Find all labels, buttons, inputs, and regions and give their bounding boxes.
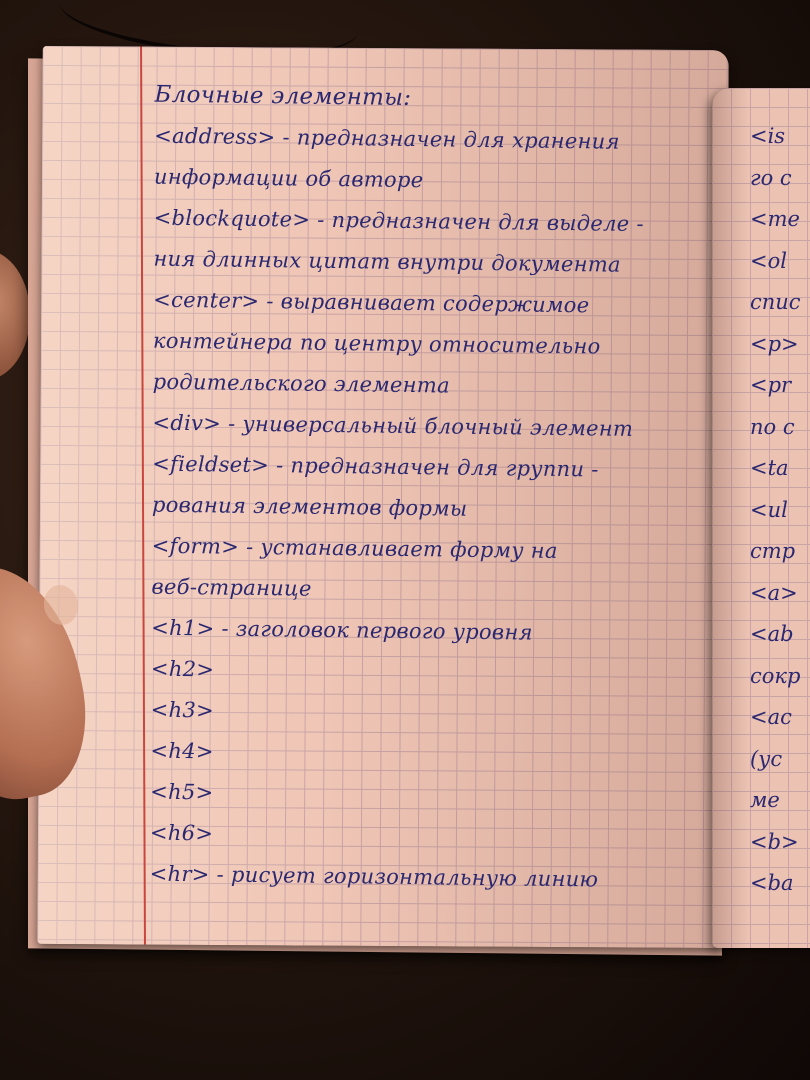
right-note-fragment: <ta	[750, 456, 789, 480]
finger-top	[0, 250, 30, 380]
right-note-fragment: стр	[750, 539, 796, 563]
note-line: <h6>	[149, 820, 214, 846]
note-line: родительского элемента	[152, 369, 451, 398]
note-line: контейнера по центру относительно	[152, 328, 601, 359]
note-line: <h1> - заголовок первого уровня	[151, 615, 533, 645]
note-line: <fieldset> - предназначен для группи -	[152, 451, 599, 482]
right-note-fragment: (ус	[750, 746, 783, 771]
handwritten-notes	[150, 77, 723, 900]
margin-line	[140, 47, 146, 945]
right-note-fragment: <ac	[750, 705, 792, 729]
note-line: <hr> - рисует горизонтальную линию	[149, 861, 599, 892]
note-line: <h5>	[150, 779, 214, 805]
note-line: Блочные элементы:	[154, 81, 412, 111]
right-note-fragment: <p>	[750, 331, 799, 356]
note-line: <h4>	[150, 738, 214, 764]
note-line: <div> - универсальный блочный элемент	[152, 410, 634, 441]
right-note-fragment: <a>	[750, 580, 798, 605]
right-note-fragment: по с	[750, 414, 795, 439]
note-line: <center> - выравнивает содержимое	[153, 287, 590, 318]
note-line: <h3>	[150, 697, 215, 723]
right-note-fragment: <b>	[750, 829, 799, 854]
right-note-fragment: ме	[750, 788, 780, 812]
note-line: <blockquote> - предназначен для выделе -	[153, 205, 644, 237]
right-note-fragment: спис	[750, 290, 801, 314]
note-line: рования элементов формы	[151, 492, 468, 521]
right-note-fragment: <ab	[750, 622, 794, 646]
right-note-fragment: сокр	[750, 663, 801, 688]
right-note-fragment: <ul	[750, 497, 788, 522]
note-line: <h2>	[150, 656, 215, 682]
notebook-page-left	[37, 46, 728, 948]
notebook-page-right	[712, 88, 810, 948]
note-line: <form> - устанавливает форму на	[151, 533, 558, 563]
right-note-fragment: <is	[750, 124, 786, 148]
right-note-fragment: <pr	[750, 373, 792, 397]
right-page-notes	[750, 116, 801, 905]
right-note-fragment: го с	[750, 165, 792, 190]
note-line: информации об авторе	[153, 164, 424, 193]
note-line: <address> - предназначен для хранения	[154, 123, 620, 154]
note-line: ния длинных цитат внутри документа	[153, 246, 621, 277]
right-note-fragment: <ba	[750, 871, 794, 895]
right-note-fragment: <ol	[750, 248, 787, 273]
note-line: веб-странице	[151, 574, 312, 601]
right-note-fragment: <me	[750, 207, 800, 231]
